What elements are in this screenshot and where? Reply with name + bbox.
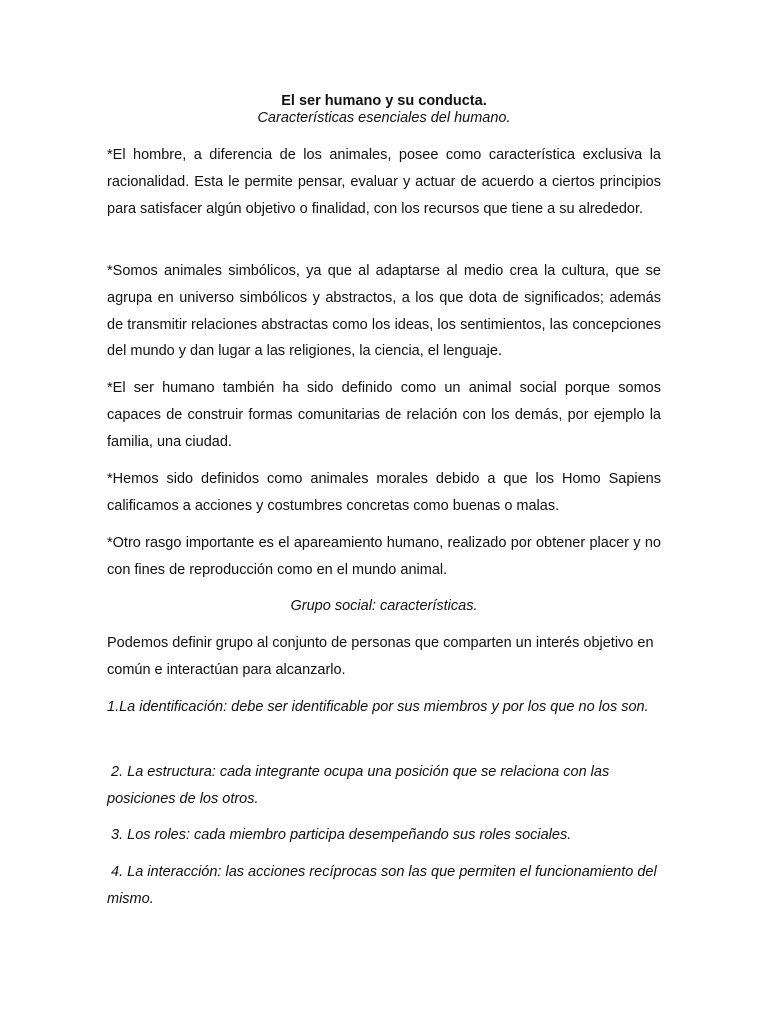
list-item-interaccion: 4. La interacción: las acciones recíprocas son las que permiten el funcionamiento del mismo. [107, 864, 661, 907]
list-item-estructura: 2. La estructura: cada integrante ocupa una posición que se relaciona con las posiciones de los otros. [107, 764, 614, 807]
list-item-identificacion: 1.La identificación: debe ser identificable por sus miembros y por los que no los son. [107, 699, 649, 715]
section-intro: Podemos definir grupo al conjunto de personas que comparten un interés objetivo en común e interactúan para alcanzarlo. [107, 635, 654, 678]
paragraph-apareamiento: *Otro rasgo importante es el apareamiento humano, realizado por obtener placer y no con fines de reproducción como en el mundo animal. [107, 535, 661, 578]
list-item-roles: 3. Los roles: cada miembro participa desempeñando sus roles sociales. [107, 827, 572, 843]
paragraph-simbolicos: *Somos animales simbólicos, ya que al adaptarse al medio crea la cultura, que se agrupa en universo simbólicos y abstractos, a los que dota de significados; además de transmitir relaciones abstractas como los ideas, los sentimientos, las concepciones del mundo y dan lugar a las religiones, la ciencia, el lenguaje. [107, 263, 661, 360]
document-subtitle: Características esenciales del humano. [257, 110, 511, 126]
paragraph-morales: *Hemos sido definidos como animales morales debido a que los Homo Sapiens calificamos a acciones y costumbres concretas como buenas o malas. [107, 471, 661, 514]
document-title: El ser humano y su conducta. [281, 93, 487, 109]
paragraph-social: *El ser humano también ha sido definido como un animal social porque somos capaces de construir formas comunitarias de relación con los demás, por ejemplo la familia, una ciudad. [107, 380, 661, 450]
section-heading: Grupo social: características. [290, 598, 478, 614]
paragraph-racionalidad: *El hombre, a diferencia de los animales, posee como característica exclusiva la racionalidad. Esta le permite pensar, evaluar y actuar de acuerdo a ciertos principios para satisfacer algún objetivo o finalidad, con los recursos que tiene a su alrededor. [107, 147, 661, 217]
